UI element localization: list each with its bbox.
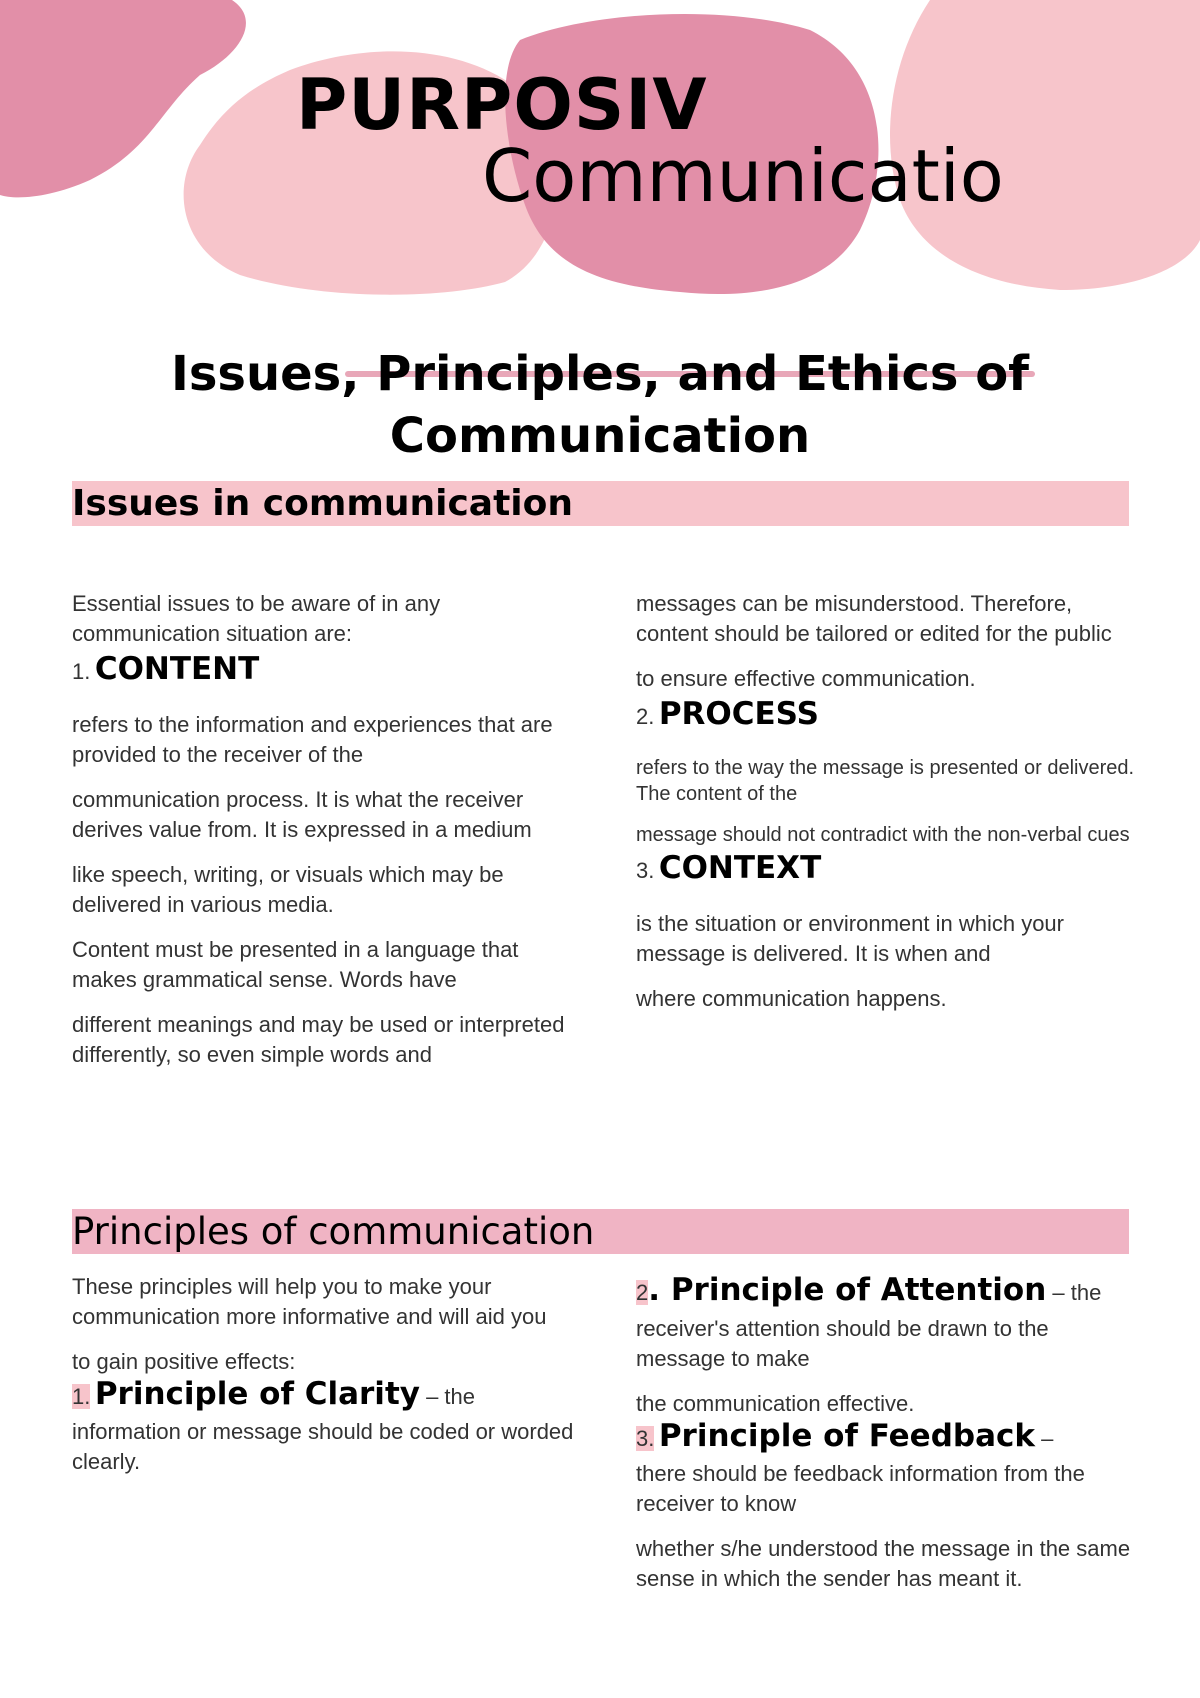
principle-attention-paragraph: receiver's attention should be drawn to the message to make <box>636 1316 1049 1371</box>
document-title: Issues, Principles, and Ethics of Communication <box>170 346 1030 464</box>
issues-heading: Issues in communication <box>72 483 573 524</box>
issue-context-number: 3. <box>636 858 655 883</box>
issue-content-number: 1. <box>72 659 91 684</box>
principle-feedback-number: 3. <box>636 1426 655 1451</box>
header-title-line2: Communicatio <box>482 134 1004 218</box>
principle-clarity-heading <box>72 1377 577 1417</box>
principle-clarity-paragraph: information or message should be coded or worded clearly. <box>72 1419 574 1474</box>
principle-clarity-number: 1. <box>72 1384 91 1409</box>
principle-feedback-paragraph: whether s/he understood the message in the same sense in which the sender has meant it. <box>636 1536 1131 1591</box>
issue-process-paragraph: message should not contradict with the non-verbal cues <box>636 824 1130 846</box>
issues-left-column <box>72 589 577 1070</box>
issue-content-label: CONTENT <box>94 651 260 687</box>
principle-feedback-dash: – <box>1035 1426 1054 1451</box>
issue-process-paragraph: refers to the way the message is presented or delivered. The content of the <box>636 757 1135 805</box>
principle-attention-paragraph: the communication effective. <box>636 1391 915 1416</box>
issue-content-paragraph: communication process. It is what the receiver derives value from. It is expressed in a medium <box>72 787 532 842</box>
issue-context-paragraph: where communication happens. <box>636 986 947 1011</box>
principle-clarity-dash: – the <box>419 1384 476 1409</box>
principle-feedback-heading <box>636 1419 1136 1459</box>
issue-content-paragraph: refers to the information and experiences that are provided to the receiver of the <box>72 712 553 767</box>
issue-content-paragraph: Content must be presented in a language that makes grammatical sense. Words have <box>72 937 519 992</box>
issue-content-paragraph: like speech, writing, or visuals which may be delivered in various media. <box>72 862 504 917</box>
principle-feedback-label: Principle of Feedback <box>658 1418 1035 1454</box>
issues-intro: Essential issues to be aware of in any communication situation are: <box>72 591 441 646</box>
principle-clarity-label: Principle of Clarity <box>94 1376 420 1412</box>
issue-content-paragraph: to ensure effective communication. <box>636 666 976 691</box>
issues-right-column <box>636 589 1136 1014</box>
issue-content-paragraph: messages can be misunderstood. Therefore, content should be tailored or edited for the public <box>636 591 1112 646</box>
principles-heading: Principles of communication <box>72 1210 595 1253</box>
issue-context-label: CONTEXT <box>658 850 822 886</box>
principle-attention-number: 2 <box>636 1280 649 1305</box>
principle-attention-label: . Principle of Attention <box>648 1272 1047 1308</box>
principle-attention-dash: – the <box>1046 1280 1102 1305</box>
principles-left-column <box>72 1272 577 1477</box>
principles-intro: to gain positive effects: <box>72 1349 296 1374</box>
principle-feedback-paragraph: there should be feedback information from the receiver to know <box>636 1461 1085 1516</box>
principles-intro: These principles will help you to make your communication more informative and will aid you <box>72 1274 547 1329</box>
issue-content-paragraph: different meanings and may be used or interpreted differently, so even simple words and <box>72 1012 565 1067</box>
principle-attention-heading <box>636 1272 1136 1314</box>
issue-content-heading <box>72 649 577 695</box>
issue-process-number: 2. <box>636 704 655 729</box>
header-title-line1: PURPOSIV <box>296 64 708 146</box>
principles-right-column <box>636 1272 1136 1594</box>
issue-process-label: PROCESS <box>658 696 819 732</box>
issue-context-heading <box>636 848 1136 894</box>
issue-process-heading <box>636 694 1136 740</box>
issue-context-paragraph: is the situation or environment in which your message is delivered. It is when and <box>636 911 1064 966</box>
